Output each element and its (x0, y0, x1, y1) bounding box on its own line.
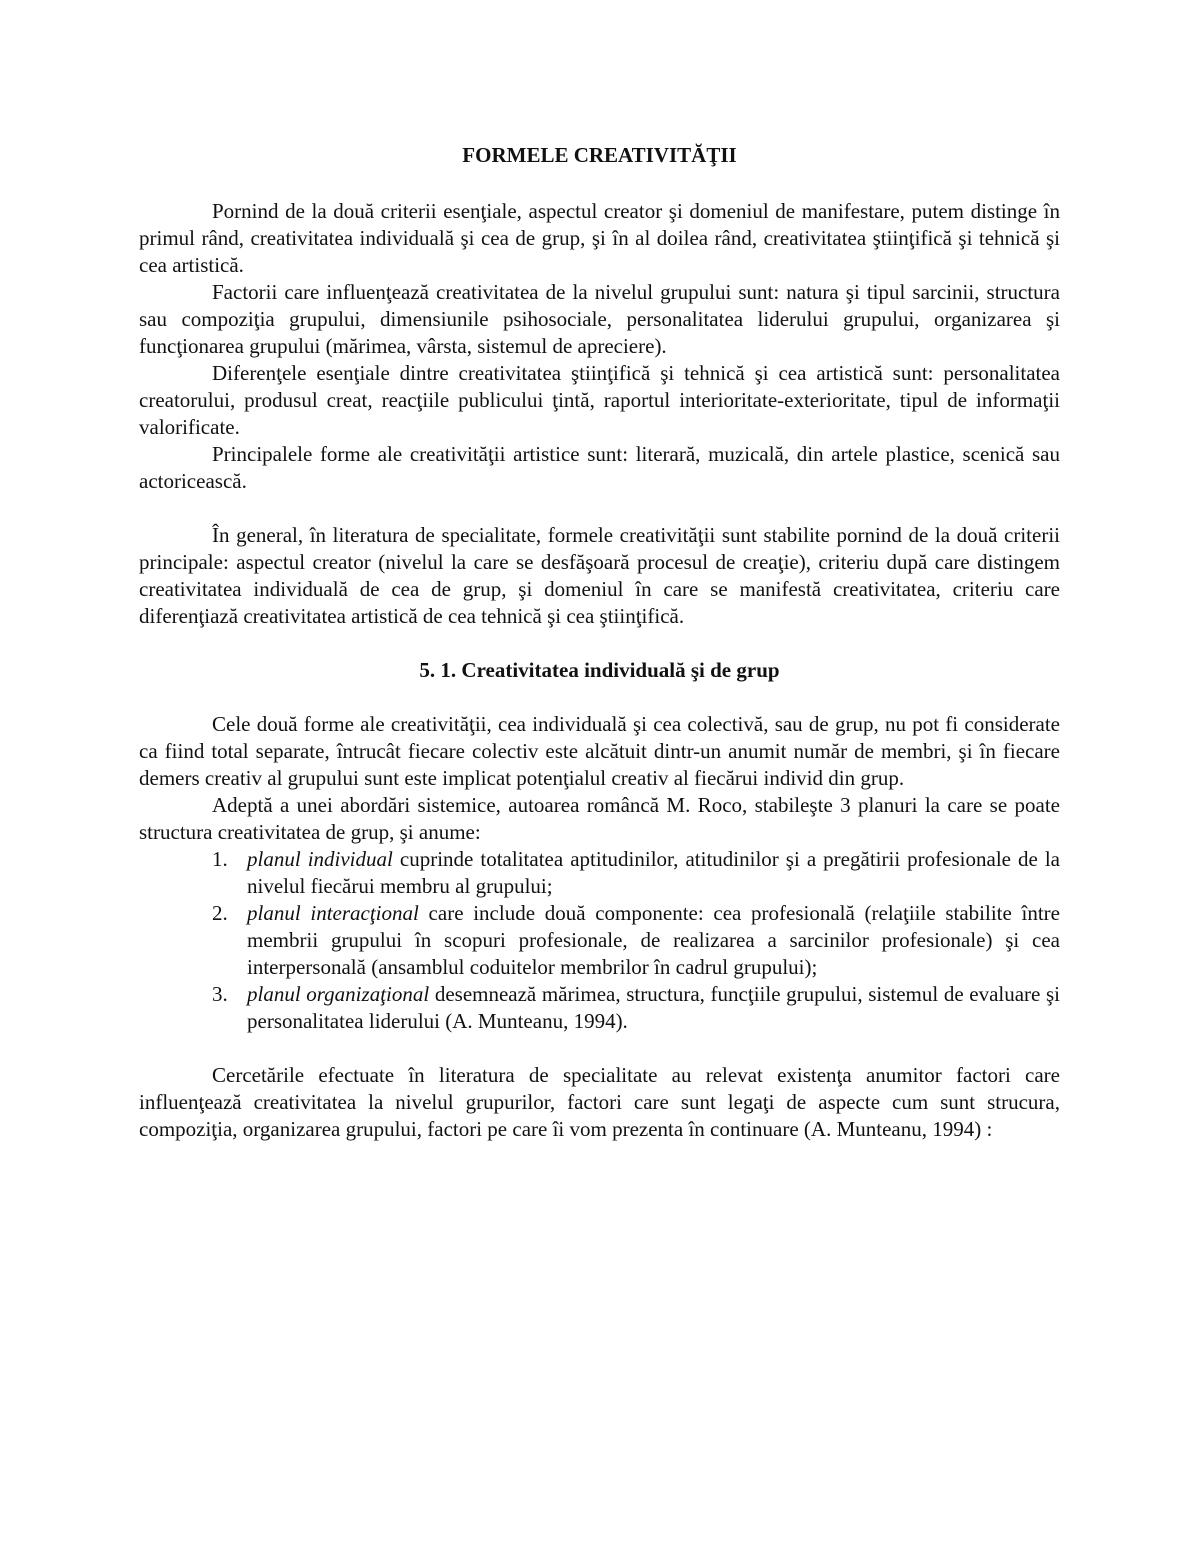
list-item-text: cuprinde totalitatea aptitudinilor, atitudinilor şi a pregătirii profesionale de la nivelul fiecărui membru al grupului; (247, 847, 1060, 898)
paragraph-intro-3: Diferenţele esenţiale dintre creativitatea ştiinţifică şi tehnică şi cea artistică sunt: personalitatea creatorului, produsul creat, reacţiile publicului ţintă, raportul interioritate-exterioritate, tipul de informaţii valorificate. (139, 361, 1060, 439)
paragraph-intro-4: Principalele forme ale creativităţii artistice sunt: literară, muzicală, din artele plastice, scenică sau actoricească. (139, 442, 1060, 493)
list-item (139, 846, 1060, 900)
list-item-text: desemnează mărimea, structura, funcţiile grupului, sistemul de evaluare şi personalitatea liderului (A. Munteanu, 1994). (247, 982, 1061, 1033)
list-item (139, 981, 1060, 1035)
paragraph-section-1: Cele două forme ale creativităţii, cea individuală şi cea colectivă, sau de grup, nu pot fi considerate ca fiind total separate, întrucât fiecare colectiv este alcătuit dintr-un anumit număr de membri, şi în fiecare demers creativ al grupului sunt este implicat potenţialul creativ al fiecărui individ din grup. (139, 712, 1060, 790)
section-title: 5. 1. Creativitatea individuală şi de grup (419, 658, 780, 682)
paragraph-intro-2: Factorii care influenţează creativitatea de la nivelul grupului sunt: natura şi tipul sarcinii, structura sau compoziţia grupului, dimensiunile psihosociale, personalitatea liderului grupului, organizarea şi funcţionarea grupului (mărimea, vârsta, sistemul de apreciere). (139, 280, 1060, 358)
plan-list (139, 846, 1060, 1035)
list-item-term: planul organizaţional (247, 982, 430, 1006)
paragraph-intro-1: Pornind de la două criterii esenţiale, aspectul creator şi domeniul de manifestare, putem distinge în primul rând, creativitatea individuală şi cea de grup, şi în al doilea rând, creativitatea ştiinţifică şi tehnică şi cea artistică. (139, 199, 1060, 277)
list-item-number: 3. (212, 982, 228, 1006)
list-item-term: planul individual (247, 847, 393, 871)
document-page (139, 142, 1060, 1143)
list-item-number: 1. (212, 847, 228, 871)
list-item-term: planul interacţional (247, 901, 419, 925)
paragraph-spacer (139, 495, 1060, 522)
list-item-number: 2. (212, 901, 228, 925)
paragraph-spacer (139, 1035, 1060, 1062)
document-title: FORMELE CREATIVITĂŢII (462, 143, 737, 167)
list-item-text: care include două componente: cea profesională (relaţiile stabilite între membrii grupului în scopuri profesionale, de realizarea a sarcinilor profesionale) şi cea interpersonală (ansamblul coduitelor membrilor în cadrul grupului); (247, 901, 1060, 979)
list-item (139, 900, 1060, 981)
paragraph-closing: Cercetările efectuate în literatura de specialitate au relevat existenţa anumitor factori care influenţează creativitatea la nivelul grupurilor, factori care sunt legaţi de aspecte cum sunt strucura, compoziţia, organizarea grupului, factori pe care îi vom prezenta în continuare (A. Munteanu, 1994) : (139, 1063, 1060, 1141)
paragraph-general: În general, în literatura de specialitate, formele creativităţii sunt stabilite pornind de la două criterii principale: aspectul creator (nivelul la care se desfăşoară procesul de creaţie), criteriu după care distingem creativitatea individuală de cea de grup, şi domeniul în care se manifestă creativitatea, criteriu care diferenţiază creativitatea artistică de cea tehnică şi cea ştiinţifică. (139, 523, 1060, 628)
paragraph-section-2: Adeptă a unei abordări sistemice, autoarea româncă M. Roco, stabileşte 3 planuri la care se poate structura creativitatea de grup, şi anume: (139, 793, 1060, 844)
